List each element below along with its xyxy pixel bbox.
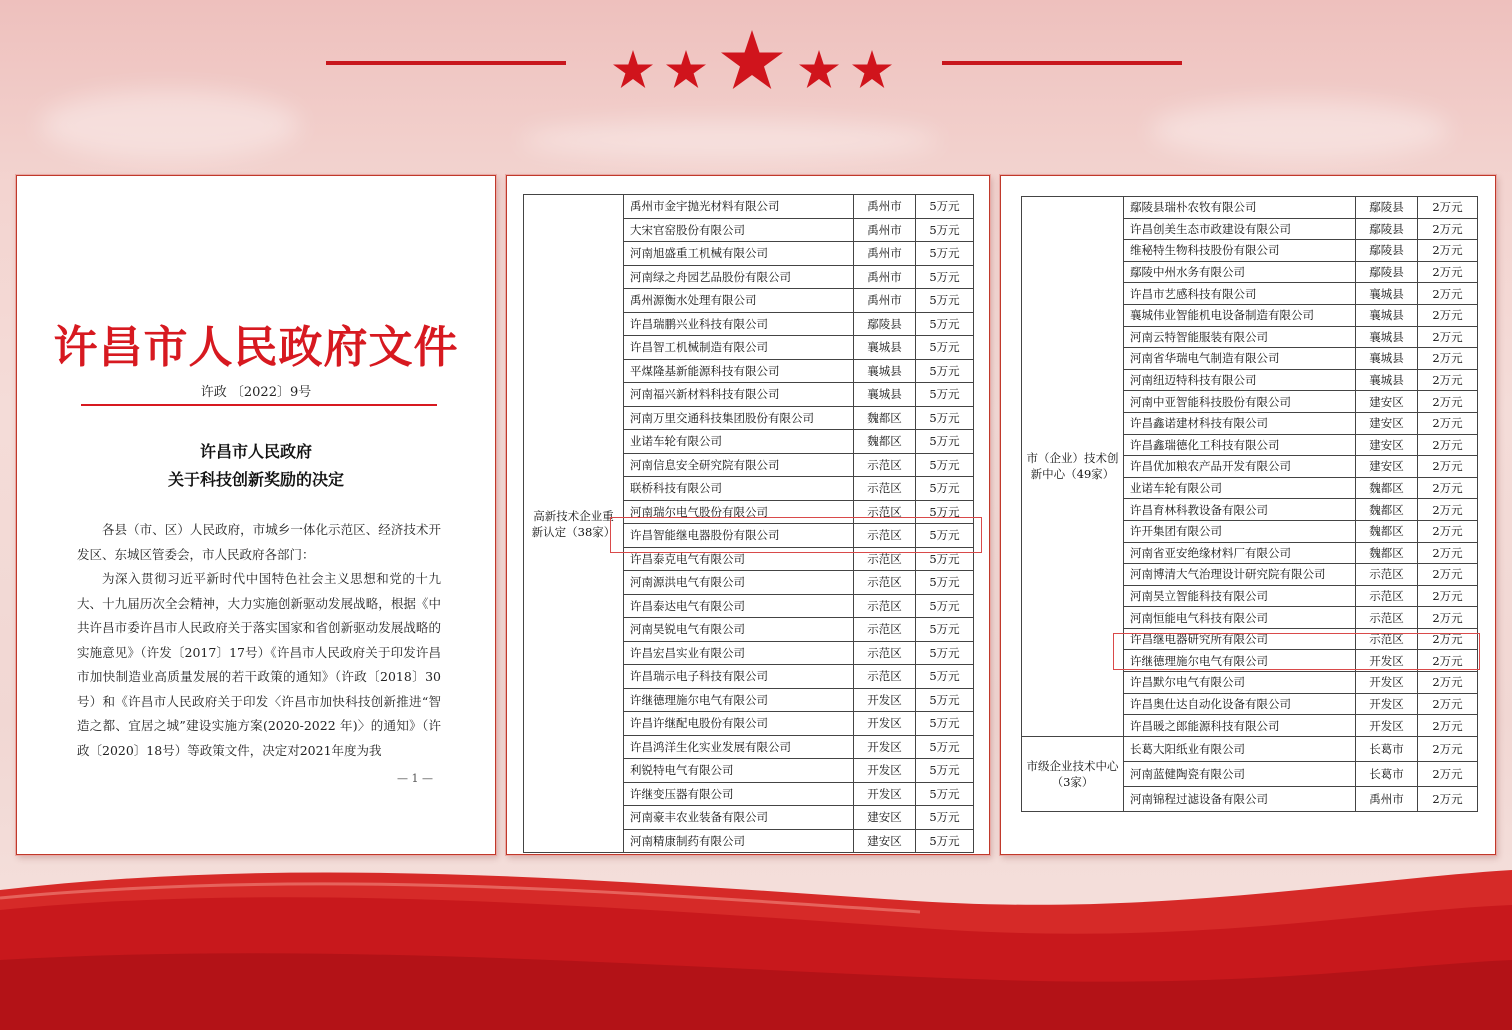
region-cell: 建安区 [1356,391,1418,413]
amount-cell: 5万元 [916,712,974,736]
company-cell: 禹州源衡水处理有限公司 [624,289,854,313]
company-cell: 河南昊锐电气有限公司 [624,618,854,642]
region-cell: 襄城县 [854,359,916,383]
red-divider [81,404,437,406]
region-cell: 禹州市 [854,195,916,219]
region-cell: 襄城县 [1356,283,1418,305]
amount-cell: 5万元 [916,265,974,289]
amount-cell: 2万元 [1418,369,1478,391]
company-cell: 河南万里交通科技集团股份有限公司 [624,406,854,430]
region-cell: 示范区 [854,665,916,689]
region-cell: 襄城县 [1356,304,1418,326]
amount-cell: 2万元 [1418,261,1478,283]
company-cell: 河南云特智能服装有限公司 [1124,326,1356,348]
amount-cell: 5万元 [916,430,974,454]
region-cell: 示范区 [854,500,916,524]
highlight-box [610,517,982,553]
region-cell: 示范区 [1356,564,1418,586]
company-cell: 许昌暖之郎能源科技有限公司 [1124,715,1356,737]
company-cell: 河南纽迈特科技有限公司 [1124,369,1356,391]
amount-cell: 5万元 [916,242,974,266]
amount-cell: 2万元 [1418,693,1478,715]
region-cell: 鄢陵县 [854,312,916,336]
award-table [1021,196,1478,812]
heading-line-1: 许昌市人民政府 [199,442,312,461]
company-cell: 河南豪丰农业装备有限公司 [624,806,854,830]
document-body [77,518,441,763]
company-cell: 河南蓝健陶瓷有限公司 [1124,761,1356,786]
company-cell: 襄城伟业智能机电设备制造有限公司 [1124,304,1356,326]
company-cell: 许昌鸿洋生化实业发展有限公司 [624,735,854,759]
company-cell: 许昌智工机械制造有限公司 [624,336,854,360]
star-icon [852,50,892,88]
amount-cell: 2万元 [1418,348,1478,370]
amount-cell: 5万元 [916,618,974,642]
cloud-decoration [520,120,940,160]
region-cell: 禹州市 [854,289,916,313]
region-cell: 建安区 [854,806,916,830]
amount-cell: 2万元 [1418,499,1478,521]
company-cell: 许昌鑫瑞德化工科技有限公司 [1124,434,1356,456]
amount-cell: 5万元 [916,359,974,383]
company-cell: 河南福兴新材料科技有限公司 [624,383,854,407]
company-cell: 许开集团有限公司 [1124,520,1356,542]
star-icon [666,50,706,88]
region-cell: 示范区 [854,594,916,618]
company-cell: 许昌优加粮农产品开发有限公司 [1124,456,1356,478]
company-cell: 许昌继电器研究所有限公司 [1124,628,1356,650]
region-cell: 开发区 [1356,672,1418,694]
cloud-decoration [40,90,300,160]
region-cell: 示范区 [854,641,916,665]
region-cell: 开发区 [1356,693,1418,715]
document-heading [17,438,495,494]
region-cell: 禹州市 [1356,786,1418,811]
amount-cell: 5万元 [916,571,974,595]
company-cell: 许昌泰克电气有限公司 [624,547,854,571]
company-cell: 平煤隆基新能源科技有限公司 [624,359,854,383]
region-cell: 开发区 [854,782,916,806]
region-cell: 建安区 [1356,456,1418,478]
amount-cell: 2万元 [1418,761,1478,786]
amount-cell: 2万元 [1418,736,1478,761]
amount-cell: 5万元 [916,547,974,571]
amount-cell: 5万元 [916,500,974,524]
region-cell: 鄢陵县 [1356,261,1418,283]
company-cell: 鄢陵县瑞朴农牧有限公司 [1124,197,1356,219]
amount-cell: 2万元 [1418,304,1478,326]
region-cell: 魏都区 [1356,499,1418,521]
region-cell: 示范区 [854,524,916,548]
company-cell: 许继德理施尔电气有限公司 [624,688,854,712]
heading-line-2: 关于科技创新奖励的决定 [167,470,344,489]
amount-cell: 5万元 [916,524,974,548]
company-cell: 许昌鑫诺建材科技有限公司 [1124,412,1356,434]
region-cell: 示范区 [1356,607,1418,629]
table-row [524,195,974,219]
region-cell: 建安区 [1356,412,1418,434]
region-cell: 襄城县 [854,336,916,360]
star-icon [613,50,653,88]
amount-cell: 2万元 [1418,715,1478,737]
company-cell: 业诺车轮有限公司 [1124,477,1356,499]
document-title: 许昌市人民政府文件 [53,322,459,373]
company-cell: 许昌瑞示电子科技有限公司 [624,665,854,689]
region-cell: 鄢陵县 [1356,197,1418,219]
company-cell: 河南博清大气治理设计研究院有限公司 [1124,564,1356,586]
amount-cell: 5万元 [916,453,974,477]
company-cell: 河南中亚智能科技股份有限公司 [1124,391,1356,413]
region-cell: 魏都区 [1356,520,1418,542]
company-cell: 许昌奥仕达自动化设备有限公司 [1124,693,1356,715]
amount-cell: 5万元 [916,641,974,665]
region-cell: 示范区 [854,453,916,477]
amount-cell: 5万元 [916,218,974,242]
amount-cell: 5万元 [916,735,974,759]
region-cell: 示范区 [1356,628,1418,650]
header-stars [600,28,900,98]
company-cell: 禹州市金宇抛光材料有限公司 [624,195,854,219]
table-row [1022,197,1478,219]
star-icon [799,50,839,88]
region-cell: 开发区 [854,712,916,736]
amount-cell: 2万元 [1418,564,1478,586]
document-number: 许政 〔2022〕9号 [200,385,312,400]
cloud-decoration [1150,100,1450,160]
company-cell: 河南精康制药有限公司 [624,829,854,853]
red-ribbon-decoration [0,850,1512,1030]
company-cell: 许继变压器有限公司 [624,782,854,806]
amount-cell: 5万元 [916,806,974,830]
amount-cell: 2万元 [1418,520,1478,542]
highlight-box [1113,633,1480,670]
company-cell: 许昌市艺感科技有限公司 [1124,283,1356,305]
company-cell: 许继德理施尔电气有限公司 [1124,650,1356,672]
company-cell: 大宋官窑股份有限公司 [624,218,854,242]
amount-cell: 2万元 [1418,542,1478,564]
region-cell: 魏都区 [1356,542,1418,564]
amount-cell: 2万元 [1418,391,1478,413]
amount-cell: 2万元 [1418,477,1478,499]
region-cell: 襄城县 [1356,326,1418,348]
region-cell: 开发区 [854,759,916,783]
amount-cell: 2万元 [1418,672,1478,694]
region-cell: 示范区 [854,571,916,595]
company-cell: 许昌许继配电股份有限公司 [624,712,854,736]
amount-cell: 2万元 [1418,786,1478,811]
region-cell: 开发区 [854,735,916,759]
company-cell: 长葛大阳纸业有限公司 [1124,736,1356,761]
body-paragraph: 各县（市、区）人民政府，市城乡一体化示范区、经济技术开发区、东城区管委会，市人民政府各部门： [77,522,441,562]
company-cell: 业诺车轮有限公司 [624,430,854,454]
company-cell: 河南昊立智能科技有限公司 [1124,585,1356,607]
page-number: — 1 — [397,772,433,785]
category-cell: 高新技术企业重新认定（38家） [524,195,624,853]
company-cell: 鄢陵中州水务有限公司 [1124,261,1356,283]
amount-cell: 2万元 [1418,628,1478,650]
company-cell: 利锐特电气有限公司 [624,759,854,783]
amount-cell: 2万元 [1418,585,1478,607]
amount-cell: 5万元 [916,406,974,430]
company-cell: 河南绿之舟园艺品股份有限公司 [624,265,854,289]
company-cell: 河南省华瑞电气制造有限公司 [1124,348,1356,370]
company-cell: 许昌育林科教设备有限公司 [1124,499,1356,521]
amount-cell: 2万元 [1418,650,1478,672]
company-cell: 许昌瑞鹏兴业科技有限公司 [624,312,854,336]
company-cell: 河南恒能电气科技有限公司 [1124,607,1356,629]
header-rule-right [942,61,1182,65]
amount-cell: 5万元 [916,383,974,407]
body-paragraph: 为深入贯彻习近平新时代中国特色社会主义思想和党的十九大、十九届历次全会精神，大力实施创新驱动发展战略，根据《中共许昌市委许昌市人民政府关于落实国家和省创新驱动发展战略的实施意见》（许发〔2017〕17号）《许昌市人民政府关于印发许昌市加快制造业高质量发展的若干政策的通知》（许政〔2018〕30号）和《许昌市人民政府关于印发〈许昌市加快科技创新推进“智造之都、宜居之城”建设实施方案(2020-2022 年)〉的通知》（许政〔2020〕18号）等政策文件，决定对2021年度为我 [77,571,441,758]
region-cell: 开发区 [854,688,916,712]
region-cell: 示范区 [854,547,916,571]
company-cell: 河南瑞尔电气股份有限公司 [624,500,854,524]
amount-cell: 5万元 [916,759,974,783]
document-page-table-2 [1000,175,1496,855]
company-cell: 许昌智能继电器股份有限公司 [624,524,854,548]
region-cell: 示范区 [1356,585,1418,607]
region-cell: 建安区 [854,829,916,853]
amount-cell: 5万元 [916,594,974,618]
amount-cell: 2万元 [1418,607,1478,629]
amount-cell: 2万元 [1418,456,1478,478]
amount-cell: 2万元 [1418,434,1478,456]
company-cell: 许昌泰达电气有限公司 [624,594,854,618]
region-cell: 长葛市 [1356,736,1418,761]
amount-cell: 5万元 [916,782,974,806]
company-cell: 许昌创美生态市政建设有限公司 [1124,218,1356,240]
company-cell: 河南锦程过滤设备有限公司 [1124,786,1356,811]
category-cell: 市级企业技术中心（3家） [1022,736,1124,811]
amount-cell: 2万元 [1418,197,1478,219]
amount-cell: 2万元 [1418,283,1478,305]
company-cell: 许昌默尔电气有限公司 [1124,672,1356,694]
region-cell: 魏都区 [854,430,916,454]
company-cell: 河南旭盛重工机械有限公司 [624,242,854,266]
amount-cell: 5万元 [916,289,974,313]
company-cell: 河南信息安全研究院有限公司 [624,453,854,477]
table-row [1022,736,1478,761]
region-cell: 开发区 [1356,650,1418,672]
region-cell: 襄城县 [1356,369,1418,391]
company-cell: 河南源洪电气有限公司 [624,571,854,595]
amount-cell: 5万元 [916,829,974,853]
category-cell: 市（企业）技术创新中心（49家） [1022,197,1124,737]
region-cell: 示范区 [854,477,916,501]
star-icon [721,30,783,89]
region-cell: 禹州市 [854,218,916,242]
region-cell: 鄢陵县 [1356,240,1418,262]
region-cell: 开发区 [1356,715,1418,737]
amount-cell: 5万元 [916,665,974,689]
amount-cell: 5万元 [916,312,974,336]
region-cell: 禹州市 [854,265,916,289]
company-cell: 维秘特生物科技股份有限公司 [1124,240,1356,262]
document-page-table-1 [506,175,990,855]
region-cell: 示范区 [854,618,916,642]
region-cell: 魏都区 [854,406,916,430]
company-cell: 联桥科技有限公司 [624,477,854,501]
amount-cell: 5万元 [916,336,974,360]
region-cell: 襄城县 [854,383,916,407]
region-cell: 魏都区 [1356,477,1418,499]
region-cell: 鄢陵县 [1356,218,1418,240]
company-cell: 许昌宏昌实业有限公司 [624,641,854,665]
region-cell: 禹州市 [854,242,916,266]
amount-cell: 2万元 [1418,412,1478,434]
amount-cell: 5万元 [916,477,974,501]
amount-cell: 2万元 [1418,240,1478,262]
amount-cell: 2万元 [1418,326,1478,348]
region-cell: 长葛市 [1356,761,1418,786]
document-page-cover [16,175,496,855]
amount-cell: 5万元 [916,195,974,219]
company-cell: 河南省亚安绝缘材料厂有限公司 [1124,542,1356,564]
region-cell: 襄城县 [1356,348,1418,370]
amount-cell: 5万元 [916,688,974,712]
region-cell: 建安区 [1356,434,1418,456]
amount-cell: 2万元 [1418,218,1478,240]
header-rule-left [326,61,566,65]
